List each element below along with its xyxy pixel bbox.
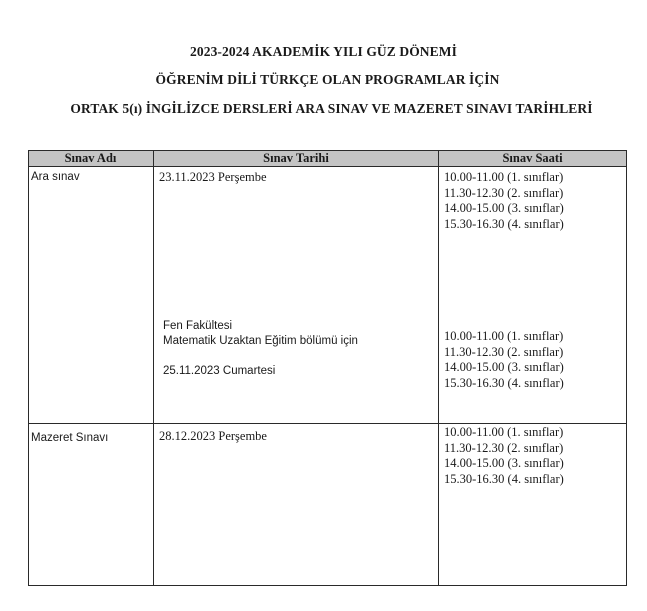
table-right-border [626,150,627,586]
time-slot: 15.30-16.30 (4. sınıflar) [444,216,564,231]
exam-date-makeup: 28.12.2023 Perşembe [159,429,267,443]
time-slot: 10.00-11.00 (1. sınıflar) [444,329,564,343]
column-header-exam-date: Sınav Tarihi [263,151,329,165]
special-program: Matematik Uzaktan Eğitim bölümü için [163,335,358,347]
table-row-divider [28,423,627,424]
exam-times-makeup [444,425,564,487]
time-slot: 14.00-15.00 (3. sınıflar) [444,201,564,215]
time-slot: 10.00-11.00 (1. sınıflar) [444,170,564,184]
time-slot: 15.30-16.30 (4. sınıflar) [444,471,564,486]
time-slot: 11.30-12.30 (2. sınıflar) [444,440,564,455]
table-header-divider [28,166,627,167]
table-bottom-border [28,585,627,586]
table-left-border [28,150,29,586]
document-title-line-1: 2023-2024 AKADEMİK YILI GÜZ DÖNEMİ [190,44,457,59]
document-title-line-2: ÖĞRENİM DİLİ TÜRKÇE OLAN PROGRAMLAR İÇİN [155,72,500,87]
time-slot: 15.30-16.30 (4. sınıflar) [444,375,564,390]
time-slot: 14.00-15.00 (3. sınıflar) [444,456,564,470]
time-slot: 11.30-12.30 (2. sınıflar) [444,344,564,359]
exam-times-midterm [444,170,564,232]
time-slot: 10.00-11.00 (1. sınıflar) [444,425,564,439]
special-date: 25.11.2023 Cumartesi [163,365,276,377]
exam-date-midterm: 23.11.2023 Perşembe [159,170,267,184]
special-exam-times [444,329,564,391]
document-title-line-3: ORTAK 5(ı) İNGİLİZCE DERSLERİ ARA SINAV VE MAZERET SINAVI TARİHLERİ [70,101,593,116]
table-column-divider-1 [153,150,154,586]
exam-name-makeup: Mazeret Sınavı [31,432,109,444]
column-header-exam-time: Sınav Saati [502,151,563,165]
column-header-exam-name: Sınav Adı [64,151,117,165]
special-faculty: Fen Fakültesi [163,320,233,332]
time-slot: 11.30-12.30 (2. sınıflar) [444,185,564,200]
exam-name-midterm: Ara sınav [31,171,80,183]
exam-schedule-table [28,150,627,586]
table-column-divider-2 [438,150,439,586]
time-slot: 14.00-15.00 (3. sınıflar) [444,360,564,374]
